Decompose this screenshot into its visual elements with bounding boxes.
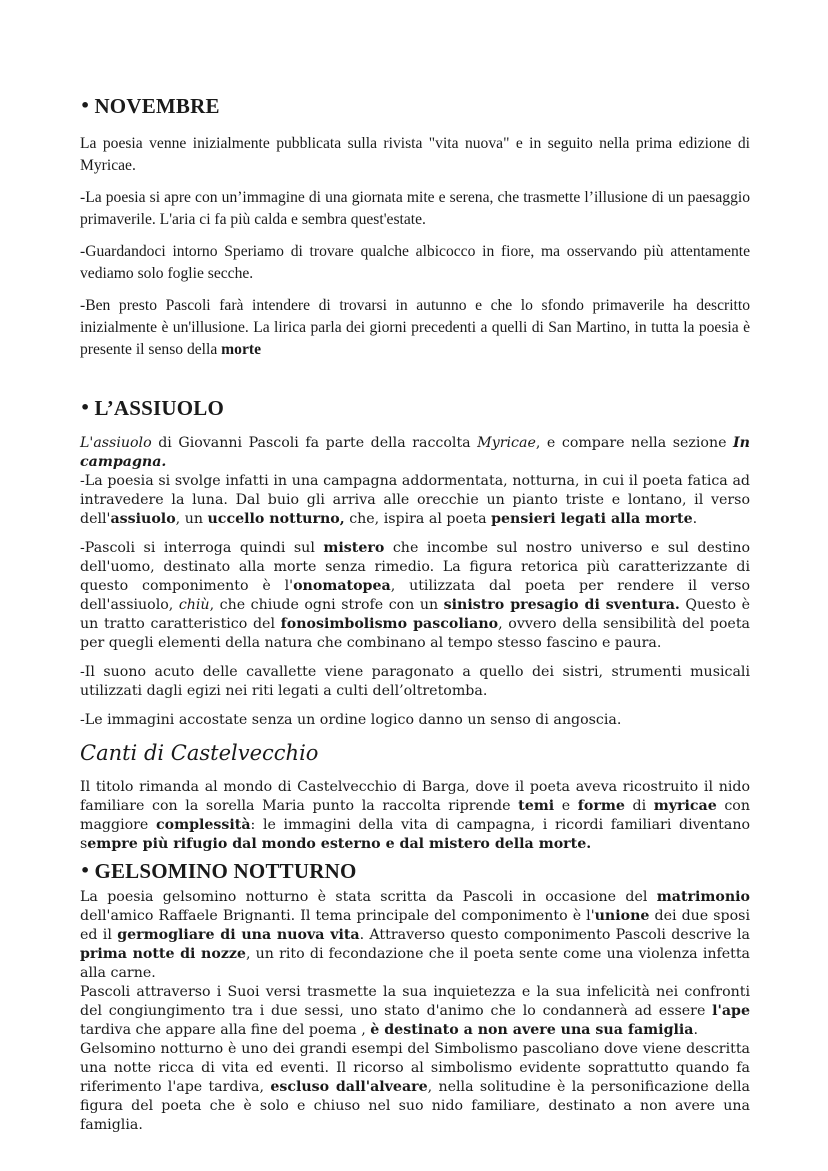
text-run: La poesia gelsomino notturno è stata scritta da Pascoli in occasione del — [80, 889, 657, 905]
bold-run: l'ape — [712, 1003, 750, 1019]
paragraph — [80, 434, 750, 472]
bold-run: matrimonio — [656, 889, 750, 905]
text-run: di — [624, 798, 654, 814]
text-run: , e compare nella sezione — [535, 435, 734, 451]
text-run: . — [692, 511, 698, 527]
text-run: , ovvero della sensibilità del poeta per quegli elementi della natura che combinano al tempo stesso fascino e paura. — [80, 616, 750, 651]
paragraph: -Le immagini accostate senza un ordine logico danno un senso di angoscia. — [80, 712, 622, 728]
text-run: , un — [175, 511, 208, 527]
bold-run: è destinato a non avere una sua famiglia — [370, 1022, 694, 1038]
bold-run: assiuolo — [110, 511, 176, 527]
text-run: . — [693, 1022, 698, 1038]
text-run: Pascoli attraverso i Suoi versi trasmette la sua inquietezza e la sua infelicità nei confronti del congiungimento tra i due sessi, uno stato d'animo che lo condannerà ad essere — [80, 984, 750, 1019]
text-run: , utilizzata dal poeta per rendere il verso dell'assiuolo, — [80, 578, 750, 613]
paragraph: -Guardandoci intorno Speriamo di trovare qualche albicocco in fiore, ma osservando più attentamente vediamo solo foglie secche. — [80, 243, 750, 282]
paragraph — [80, 888, 750, 983]
paragraph — [80, 472, 750, 529]
text-run: dell'amico Raffaele Brignanti. Il tema principale del componimento è l' — [80, 908, 595, 924]
bold-run: complessità — [155, 817, 251, 833]
bold-run: onomatopea — [293, 578, 391, 594]
bold-run: forme — [577, 798, 625, 814]
bold-run: sinistro presagio di sventura. — [443, 597, 680, 613]
paragraph: -Il suono acuto delle cavallette viene paragonato a quello dei sistri, strumenti musicali utilizzati dagli egizi nei riti legati a culti dell’oltretomba. — [80, 664, 750, 699]
bullet-icon: • — [80, 398, 91, 417]
bold-run: pensieri legati alla morte — [491, 511, 693, 527]
text-run: che, ispira al poeta — [344, 511, 492, 527]
paragraph: -La poesia si apre con un’immagine di una giornata mite e serena, che trasmette l’illusione di un paesaggio primaverile. L'aria ci fa più calda e sembra quest'estate. — [80, 189, 750, 228]
text-run: dei due sposi ed il — [80, 908, 750, 943]
bold-run: escluso dall'alveare — [270, 1079, 428, 1095]
subtitle-canti: Canti di Castelvecchio — [80, 741, 319, 765]
text-run: , nella solitudine è la personificazione della figura del poeta che è solo e chiuso nel suo nido familiare, destinato a non avere una famiglia. — [80, 1079, 751, 1133]
bold-run: germogliare di una nuova vita — [117, 927, 360, 943]
bold-run: mistero — [323, 540, 385, 556]
text-run: di Giovanni Pascoli fa parte della raccolta — [151, 435, 478, 451]
text-run: con maggiore — [80, 798, 750, 833]
text-run: e — [554, 798, 578, 814]
bold-run: unione — [594, 908, 650, 924]
text-run: Questo è un tratto caratteristico del — [80, 597, 750, 632]
bullet-icon: • — [80, 861, 91, 880]
text-run: che incombe sul nostro universo e sul destino dell'uomo, destinato alla morte senza rimedio. La figura retorica più caratterizzante di questo componimento è l' — [80, 540, 750, 594]
novembre-body — [80, 133, 750, 361]
heading-novembre — [80, 94, 220, 119]
italic-run: chiù — [178, 597, 210, 613]
italic-run: Myricae — [477, 435, 536, 451]
paragraph — [80, 983, 750, 1040]
heading-text: GELSOMINO NOTTURNO — [94, 859, 357, 883]
bold-run: uccello notturno, — [207, 511, 345, 527]
text-run: , che chiude ogni strofe con un — [209, 597, 444, 613]
text-run: -Ben presto Pascoli farà intendere di trovarsi in autunno e che lo sfondo primaverile ha descritto inizialmente è un'illusione. La lirica parla dei giorni precedenti a quelli di San Martino, in tutta la poesia è presente il senso della — [80, 297, 750, 358]
bold-run: temi — [518, 798, 555, 814]
bold-run: myricae — [653, 798, 717, 814]
bold-run: prima notte di nozze — [80, 946, 246, 962]
text-run: , un rito di fecondazione che il poeta sente come una violenza infetta alla carne. — [80, 946, 750, 981]
paragraph: La poesia venne inizialmente pubblicata sulla rivista "vita nuova" e in seguito nella prima edizione di Myricae. — [80, 135, 750, 174]
text-run: Gelsomino notturno è uno dei grandi esempi del Simbolismo pascoliano dove viene descritta una notte ricca di vita ed eventi. Il ricorso al simbolismo evidente soprattutto quando fa riferimento l'ape tardiva, — [80, 1041, 750, 1095]
heading-gelsomino — [80, 859, 357, 884]
bold-run: empre più rifugio dal mondo esterno e dal mistero della morte. — [87, 836, 592, 852]
heading-text: NOVEMBRE — [94, 94, 220, 118]
paragraph — [80, 295, 750, 361]
text-run: : le immagini della vita di campagna, i ricordi familiari diventano s — [80, 817, 750, 852]
paragraph — [80, 1040, 750, 1135]
bold-run: fonosimbolismo pascoliano — [280, 616, 499, 632]
text-run: -La poesia si svolge infatti in una campagna addormentata, notturna, in cui il poeta fatica ad intravedere la luna. Dal buio gli arriva alle orecchie un pianto triste e lontano, il verso dell' — [80, 473, 750, 527]
heading-assiuolo — [80, 396, 224, 421]
bold-italic-run: In campagna. — [80, 435, 750, 470]
text-run: . Attraverso questo componimento Pascoli descrive la — [359, 927, 750, 943]
gelsomino-body — [80, 888, 750, 1135]
bullet-icon: • — [80, 96, 91, 115]
assiuolo-body — [80, 434, 750, 730]
text-run: Il titolo rimanda al mondo di Castelvecchio di Barga, dove il poeta aveva ricostruito il nido familiare con la sorella Maria punto la raccolta riprende — [80, 779, 750, 814]
canti-body — [80, 778, 750, 854]
text-run: tardiva che appare alla fine del poema , — [80, 1022, 371, 1038]
text-run: -Pascoli si interroga quindi sul — [80, 540, 324, 556]
italic-run: L'assiuolo — [80, 435, 152, 451]
heading-text: L’ASSIUOLO — [94, 396, 225, 420]
paragraph — [80, 778, 750, 854]
bold-run: morte — [221, 341, 261, 358]
paragraph — [80, 539, 750, 653]
